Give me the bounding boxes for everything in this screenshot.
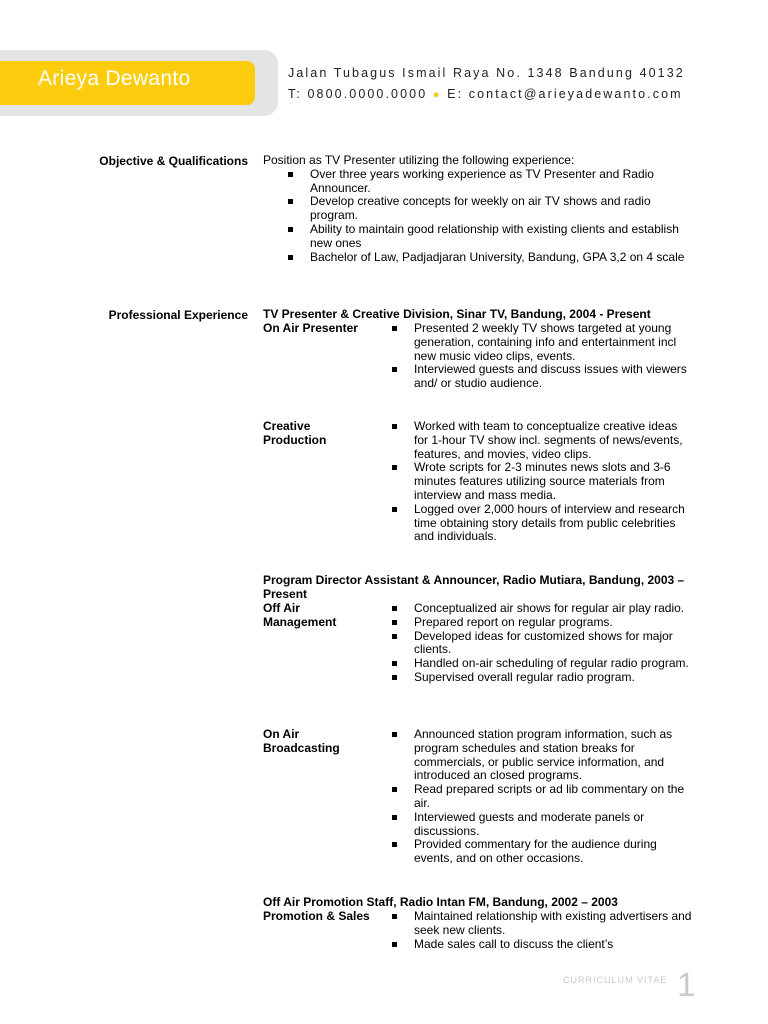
duty-item: Presented 2 weekly TV shows targeted at young generation, containing info and entertainment incl new music video clips, events. (388, 322, 693, 363)
duty-item: Read prepared scripts or ad lib commentary on the air. (388, 783, 693, 811)
role-duties-list (388, 910, 693, 951)
duty-item: Developed ideas for customized shows for major clients. (388, 630, 693, 658)
qualification-item: Bachelor of Law, Padjadjaran University, Bandung, GPA 3,2 on 4 scale (263, 251, 693, 265)
page-number: 1 (677, 966, 696, 1003)
role-duties-list (388, 602, 693, 685)
contact-line (288, 87, 683, 101)
qualification-item: Ability to maintain good relationship with existing clients and establish new ones (263, 223, 693, 251)
duty-item: Interviewed guests and moderate panels or discussions. (388, 811, 693, 839)
qualifications-list (263, 168, 693, 265)
role-label: On Air Presenter (263, 321, 358, 335)
qualification-item: Develop creative concepts for weekly on air TV shows and radio program. (263, 195, 693, 223)
duty-item: Handled on-air scheduling of regular radio program. (388, 657, 693, 671)
duty-item: Worked with team to conceptualize creative ideas for 1-hour TV show incl. segments of news/events, features, and movies, video clips. (388, 420, 693, 461)
duty-item: Supervised overall regular radio program. (388, 671, 693, 685)
address-line: Jalan Tubagus Ismail Raya No. 1348 Bandung 40132 (288, 66, 685, 80)
role-label: Promotion & Sales (263, 909, 370, 923)
role-label: Off Air Management (263, 601, 337, 629)
objective-intro: Position as TV Presenter utilizing the following experience: (263, 153, 575, 167)
role-label: On Air Broadcasting (263, 727, 340, 755)
role-duties-list (388, 728, 693, 866)
email-address: E: contact@arieyadewanto.com (447, 87, 683, 101)
role-duties-list (388, 420, 693, 544)
duty-item: Provided commentary for the audience during events, and on other occasions. (388, 838, 693, 866)
duty-item: Logged over 2,000 hours of interview and research time obtaining story details from public celebrities and individuals. (388, 503, 693, 544)
qualification-item: Over three years working experience as TV Presenter and Radio Announcer. (263, 168, 693, 196)
duty-item: Made sales call to discuss the client’s (388, 938, 693, 952)
job-title: TV Presenter & Creative Division, Sinar TV, Bandung, 2004 - Present (263, 307, 651, 321)
duty-item: Interviewed guests and discuss issues with viewers and/ or studio audience. (388, 363, 693, 391)
objective-section (263, 154, 693, 264)
duty-item: Wrote scripts for 2-3 minutes news slots and 3-6 minutes features utilizing source materials from interview and mass media. (388, 461, 693, 502)
separator-dot-icon: ● (432, 89, 442, 101)
duty-item: Prepared report on regular programs. (388, 616, 693, 630)
duty-item: Announced station program information, such as program schedules and station breaks for commercials, or public service information, and introduced an closed programs. (388, 728, 693, 783)
role-label: Creative Production (263, 419, 327, 447)
duty-item: Maintained relationship with existing advertisers and seek new clients. (388, 910, 693, 938)
job-title: Program Director Assistant & Announcer, Radio Mutiara, Bandung, 2003 – Present (263, 573, 685, 601)
candidate-name: Arieya Dewanto (38, 67, 191, 90)
role-duties-list (388, 322, 693, 391)
job-title: Off Air Promotion Staff, Radio Intan FM, Bandung, 2002 – 2003 (263, 895, 618, 909)
section-label-experience: Professional Experience (108, 308, 248, 322)
footer-document-label: CURRICULUM VITAE (563, 975, 668, 985)
phone-number: T: 0800.0000.0000 (288, 87, 428, 101)
section-label-objective: Objective & Qualifications (99, 154, 248, 168)
duty-item: Conceptualized air shows for regular air play radio. (388, 602, 693, 616)
